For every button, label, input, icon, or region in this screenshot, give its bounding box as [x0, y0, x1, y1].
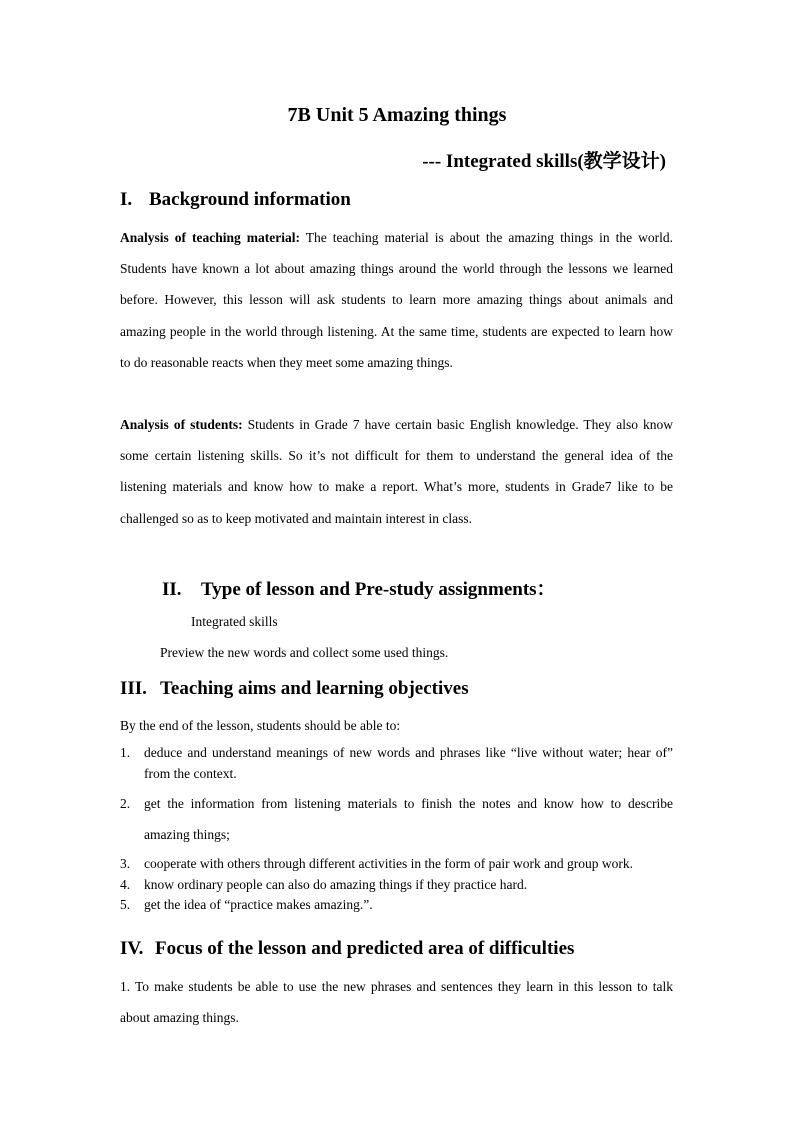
- lesson-type-text: Integrated skills: [191, 614, 278, 629]
- pre-study-assignment-text: Preview the new words and collect some used things.: [160, 645, 449, 660]
- list-item: 2. get the information from listening materials to finish the notes and know how to describe amazing things;: [120, 796, 673, 842]
- focus-paragraph: 1. To make students be able to use the new phrases and sentences they learn in this lesson to talk about amazing things.: [120, 979, 673, 1026]
- list-item: 3. cooperate with others through different activities in the form of pair work and group work.: [120, 856, 633, 871]
- section-heading-teaching-aims: III. Teaching aims and learning objectives: [120, 678, 469, 699]
- section-heading-type-of-lesson: II. Type of lesson and Pre-study assignments：: [162, 579, 556, 600]
- students-analysis: Analysis of students: Students in Grade 7 have certain basic English knowledge. They also know some certain listening skills. So it’s not difficult for them to understand the general idea of the listening materials and know how to make a report. What’s more, students in Grade7 like to be challenged so as to keep motivated and maintain interest in class.: [120, 417, 673, 526]
- students-label: Analysis of students:: [120, 417, 243, 432]
- aims-intro: By the end of the lesson, students should be able to:: [120, 718, 401, 733]
- list-item: 1. deduce and understand meanings of new words and phrases like “live without water; hear of” from the context.: [120, 745, 673, 781]
- teaching-material-label: Analysis of teaching material:: [120, 230, 301, 245]
- section-heading-background: I. Background information: [120, 189, 351, 210]
- list-item: 5. get the idea of “practice makes amazing.”.: [120, 897, 373, 912]
- teaching-aims-list: [120, 742, 673, 915]
- section-heading-focus: IV. Focus of the lesson and predicted area of difficulties: [120, 938, 575, 959]
- teaching-material-analysis: Analysis of teaching material: The teaching material is about the amazing things in the world. Students have known a lot about amazing things around the world through the lessons we learned before. However, this lesson will ask students to learn more amazing things about animals and amazing people in the world through listening. At the same time, students are expected to learn how to do reasonable reacts when they meet some amazing things.: [120, 230, 673, 370]
- document-subtitle: --- Integrated skills(教学设计): [422, 151, 666, 172]
- list-item: 4. know ordinary people can also do amazing things if they practice hard.: [120, 877, 528, 892]
- document-title: 7B Unit 5 Amazing things: [287, 104, 507, 126]
